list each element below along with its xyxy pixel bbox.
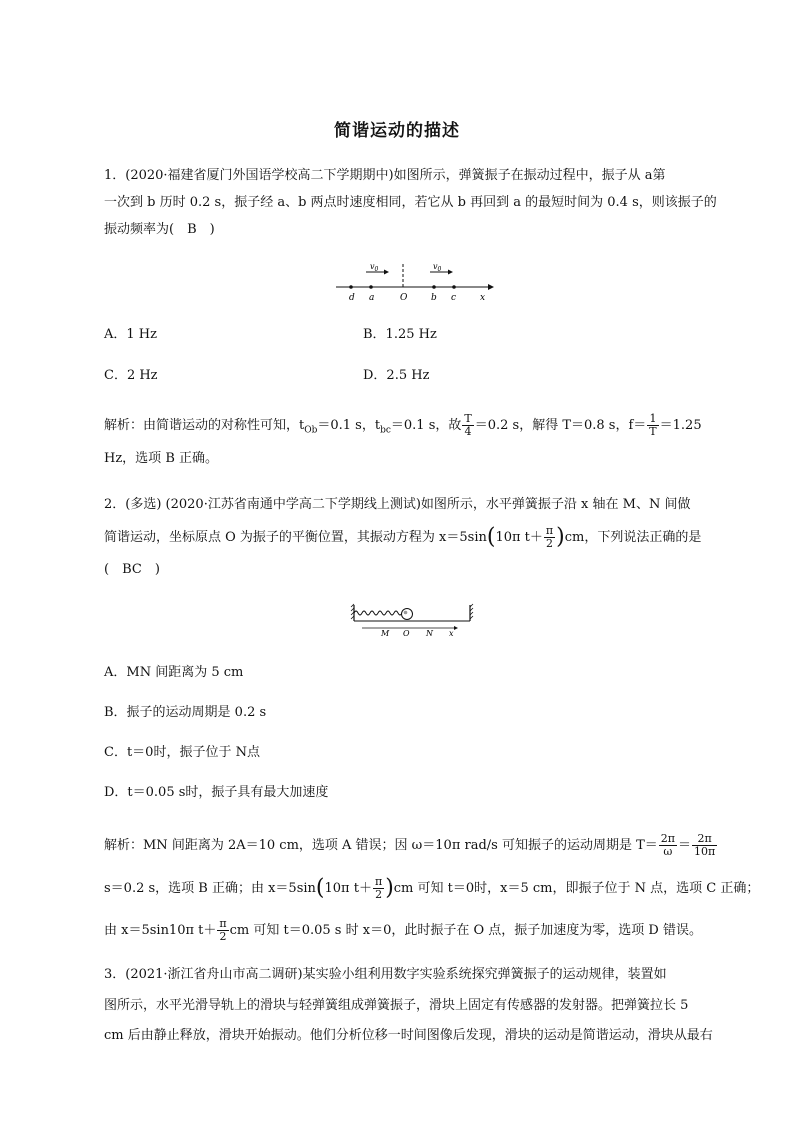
q1-label-x: x bbox=[480, 293, 486, 303]
q1-v-label-right: $v_0$ bbox=[433, 262, 442, 273]
q2-label-x: x bbox=[449, 629, 454, 637]
q2-option-b: B．振子的运动周期是 0.2 s bbox=[104, 705, 267, 720]
frac-t-over-4: $\frac{T}{4}$ bbox=[464, 412, 472, 438]
q1-point-a bbox=[369, 285, 373, 289]
q1-axis-arrow bbox=[488, 284, 494, 290]
frac-2pi-over-10pi: $\frac{2\pi}{10\pi}$ bbox=[694, 832, 716, 858]
q2-solution-line-3: 由 x＝5sin10π t＋ $\frac{\pi}{2}$ cm 可知 t＝0.05 s 时 x＝0，此时振子在 O 点，振子加速度为零，选项 D 错误。 bbox=[104, 917, 702, 943]
q1-point-d bbox=[349, 285, 353, 289]
q2-solution-line-1: 解析：MN 间距离为 2A＝10 cm，选项 A 错误；因 ω＝10π rad/s 可知振子的运动周期是 T＝ $\frac{2\pi}{\omega}$ ＝ $\frac{2\pi}{10\pi}$ bbox=[104, 832, 716, 858]
q2-figure bbox=[350, 603, 475, 637]
q2-label-o: O bbox=[403, 629, 410, 637]
q1-solution-line-1: 解析：由简谐运动的对称性可知，$t_{Ob}=0.1$ s，$t_{bc}=0.1$ s，故 $\frac{T}{4}$ ＝0.2 s，解得 T＝0.8 s，f＝ $\frac{1}{T}$ ＝1.25 bbox=[104, 412, 702, 438]
q1-line-3: 振动频率为( B ) bbox=[104, 222, 215, 237]
q1-option-b: B．1.25 Hz bbox=[363, 327, 437, 342]
q1-option-d: D．2.5 Hz bbox=[363, 368, 430, 383]
page-title: 简谐运动的描述 bbox=[334, 121, 460, 141]
q1-option-a: A．1 Hz bbox=[104, 327, 157, 342]
q1-line-1: 1．(2020·福建省厦门外国语学校高二下学期期中)如图所示，弹簧振子在振动过程中，振子从 a第 bbox=[104, 168, 666, 183]
q2-option-c: C．t＝0时，振子位于 N点 bbox=[104, 745, 260, 760]
q3-line-2: 图所示，水平光滑导轨上的滑块与轻弹簧组成弹簧振子，滑块上固定有传感器的发射器。把弹簧拉长 5 bbox=[104, 998, 689, 1013]
q2-solution-line-2: s＝0.2 s，选项 B 正确；由 x＝5sin(10π t＋ $\frac{\pi}{2}$ )cm 可知 t＝0时，x＝5 cm，即振子位于 N 点，选项 C 正确； bbox=[104, 875, 760, 901]
q2-option-a: A．MN 间距离为 5 cm bbox=[104, 665, 244, 680]
q2-line-3: ( BC ) bbox=[104, 562, 160, 577]
q1-solution-line-2: Hz，选项 B 正确。 bbox=[104, 451, 219, 466]
q1-label-d: d bbox=[349, 293, 355, 303]
q1-option-c: C．2 Hz bbox=[104, 368, 158, 383]
q2-line-2: 简谐运动，坐标原点 O 为振子的平衡位置，其振动方程为 x＝5sin(10π t＋ $\frac{\pi}{2}$ )cm，下列说法正确的是 bbox=[104, 524, 702, 550]
q1-point-b bbox=[432, 285, 436, 289]
q1-label-c: c bbox=[451, 293, 457, 303]
q1-point-c bbox=[452, 285, 456, 289]
q3-line-1: 3．(2021·浙江省舟山市高二调研)某实验小组利用数字实验系统探究弹簧振子的运动规律，装置如 bbox=[104, 967, 667, 982]
q1-label-o: O bbox=[400, 293, 408, 303]
q2-ball bbox=[402, 609, 413, 620]
frac-pi-over-2: $\frac{\pi}{2}$ bbox=[545, 524, 554, 550]
q2-option-d: D．t＝0.05 s时，振子具有最大加速度 bbox=[104, 785, 329, 800]
q3-line-3: cm 后由静止释放，滑块开始振动。他们分析位移一时间图像后发现，滑块的运动是简谐运动，滑块从最右 bbox=[104, 1028, 713, 1043]
q1-v-label-left: $v_0$ bbox=[370, 262, 379, 273]
q1-label-a: a bbox=[369, 293, 375, 303]
q1-figure bbox=[330, 258, 495, 304]
q2-spring bbox=[354, 611, 402, 615]
q2-label-n: N bbox=[426, 629, 433, 637]
q2-label-m: M bbox=[381, 629, 390, 637]
q1-label-b: b bbox=[431, 293, 437, 303]
q1-line-2: 一次到 b 历时 0.2 s，振子经 a、b 两点时速度相同，若它从 b 再回到 a 的最短时间为 0.4 s，则该振子的 bbox=[104, 195, 717, 210]
q2-line-1: 2．(多选) (2020·江苏省南通中学高二下学期线上测试)如图所示，水平弹簧振子沿 x 轴在 M、N 间做 bbox=[104, 497, 691, 512]
frac-1-over-t: $\frac{1}{T}$ bbox=[649, 412, 657, 438]
frac-2pi-over-omega: $\frac{2\pi}{\omega}$ bbox=[660, 832, 676, 858]
